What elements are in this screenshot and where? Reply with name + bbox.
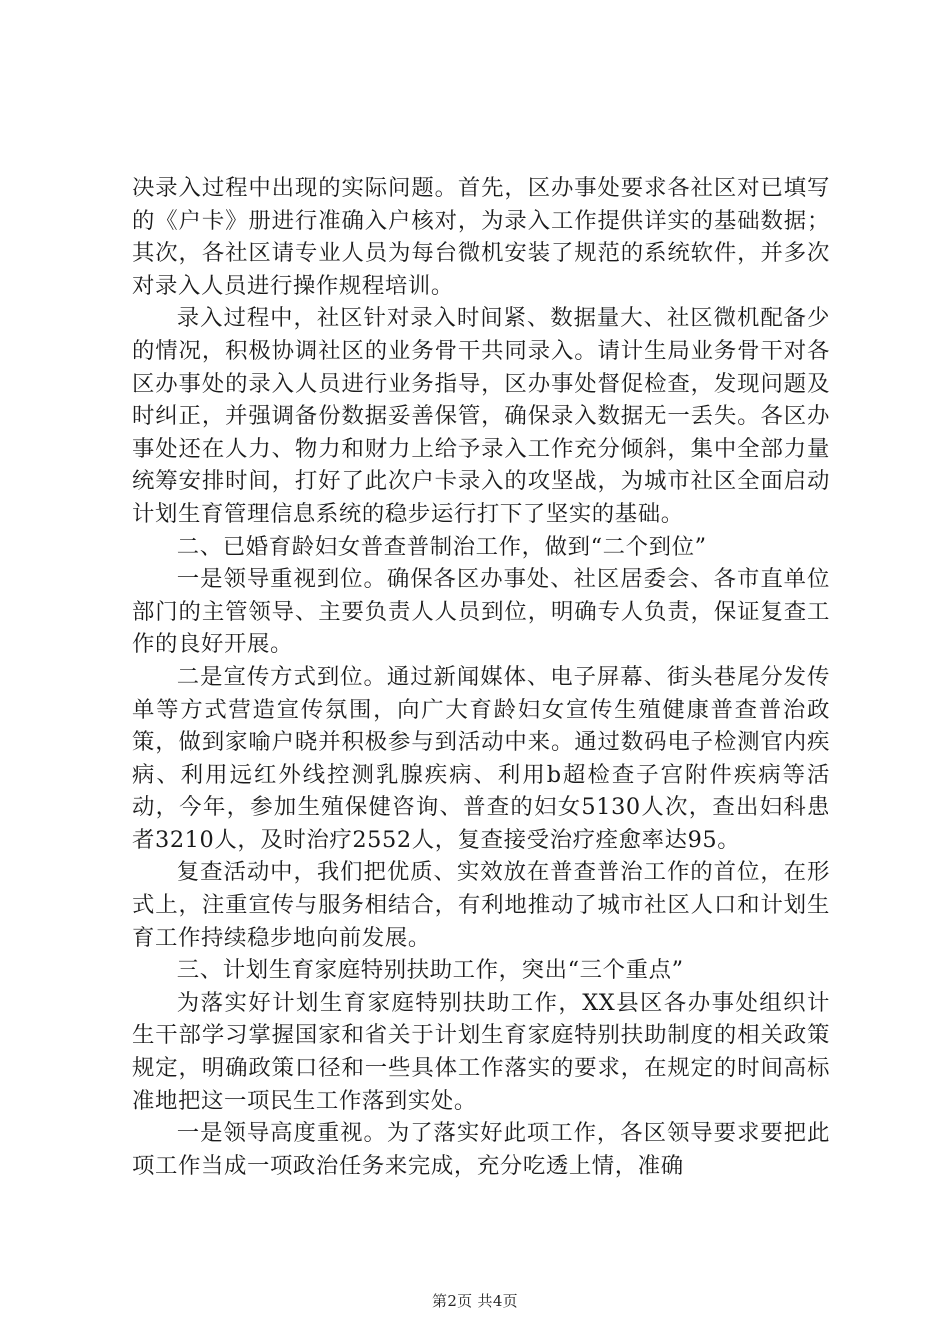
paragraph: 为落实好计划生育家庭特别扶助工作，XX县区各办事处组织计生干部学习掌握国家和省关于计划生育家庭特别扶助制度的相关政策规定，明确政策口径和一些具体工作落实的要求，在规定的时间高标准地把这一项民生工作落到实处。: [132, 989, 830, 1114]
paragraph: 录入过程中，社区针对录入时间紧、数据量大、社区微机配备少的情况，积极协调社区的业务骨干共同录入。请计生局业务骨干对各区办事处的录入人员进行业务指导，区办事处督促检查，发现问题及时纠正，并强调备份数据妥善保管，确保录入数据无一丢失。各区办事处还在人力、物力和财力上给予录入工作充分倾斜，集中全部力量统筹安排时间，打好了此次户卡录入的攻坚战，为城市社区全面启动计划生育管理信息系统的稳步运行打下了坚实的基础。: [132, 305, 830, 527]
page-footer: [0, 1290, 950, 1311]
page-number: 第2页 共4页: [432, 1292, 518, 1310]
paragraph: 一是领导重视到位。确保各区办事处、社区居委会、各市直单位部门的主管领导、主要负责人人员到位，明确专人负责，保证复查工作的良好开展。: [132, 566, 830, 658]
section-heading: 三、计划生育家庭特别扶助工作，突出“三个重点”: [176, 957, 684, 984]
paragraph: 一是领导高度重视。为了落实好此项工作，各区领导要求要把此项工作当成一项政治任务来完成，充分吃透上情，准确: [132, 1120, 830, 1179]
section-heading: 二、已婚育龄妇女普查普制治工作，做到“二个到位”: [176, 533, 707, 560]
body-text: [132, 172, 830, 1182]
paragraph: 决录入过程中出现的实际问题。首先，区办事处要求各社区对已填写的《户卡》册进行准确入户核对，为录入工作提供详实的基础数据；其次，各社区请专业人员为每台微机安装了规范的系统软件，并多次对录入人员进行操作规程培训。: [132, 175, 830, 299]
paragraph: 二是宣传方式到位。通过新闻媒体、电子屏幕、街头巷尾分发传单等方式营造宣传氛围，向广大育龄妇女宣传生殖健康普查普治政策，做到家喻户晓并积极参与到活动中来。通过数码电子检测官内疾病、利用远红外线控测乳腺疾病、利用b超检查子宫附件疾病等活动，今年，参加生殖保健咨询、普查的妇女5130人次，查出妇科患者3210人，及时治疗2552人，复查接受治疗痊愈率达95。: [132, 663, 830, 853]
paragraph: 复查活动中，我们把优质、实效放在普查普治工作的首位，在形式上，注重宣传与服务相结合，有利地推动了城市社区人口和计划生育工作持续稳步地向前发展。: [132, 859, 830, 951]
